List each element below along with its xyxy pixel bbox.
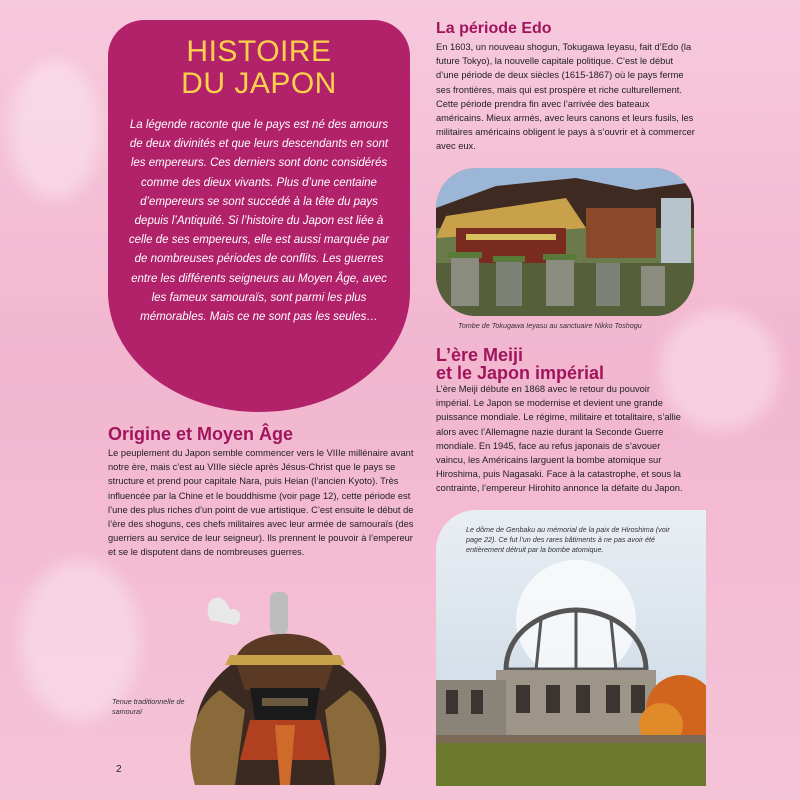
meiji-heading-line-2: et le Japon impérial <box>436 363 605 383</box>
edo-shrine-photo <box>436 168 694 316</box>
meiji-heading-line-1: L’ère Meiji <box>436 345 524 365</box>
genbaku-caption: Le dôme de Genbaku au mémorial de la paix de Hiroshima (voir page 22). Ce fut l’un des rares bâtiments à ne pas avoir été entièrement détruit par la bombe atomique. <box>466 525 670 554</box>
page-title <box>122 36 396 100</box>
blossom-decor <box>10 60 100 200</box>
title-line-1: HISTOIRE <box>186 35 332 68</box>
samurai-caption: Tenue traditionnelle de samouraï <box>112 697 185 716</box>
edo-text: En 1603, un nouveau shogun, Tokugawa Ieyasu, fait d’Edo (la future Tokyo), la nouvelle capitale politique. C’est le début d’une période de deux siècles (1615-1867) où le pays ferme ses frontières, mais qui est prospère et riche culturellement. Cette période prendra fin avec l’arrivée des bateaux américains. Mieux armés, avec leurs canons et leurs fusils, les militaires américains obligent le pays à s’ouvrir et à commercer avec eux. <box>436 42 695 152</box>
title-line-2: DU JAPON <box>181 67 337 100</box>
edo-photo-caption: Tombe de Tokugawa Ieyasu au sanctuaire Nikko Toshogu <box>458 321 642 330</box>
intro-lead: La légende raconte que le pays est né des amours de deux divinités et que leurs descendants en sont les empereurs. Ces derniers sont donc considérés comme des dieux vivants. Plus d’une centaine d’empereurs se sont succédé à la tête du pays depuis l’Antiquité. Si l’histoire du Japon est liée à celle de ses empereurs, elle est aussi marquée par de nombreuses périodes de conflits. Les guerres entre les différents seigneurs au Moyen Âge, avec les fameux samouraïs, sont parmi les plus mémorables. Mais ce ne sont pas les seules… <box>128 119 390 324</box>
origine-heading: Origine et Moyen Âge <box>108 424 294 444</box>
blossom-decor <box>20 560 140 720</box>
samurai-armor-photo <box>150 580 422 785</box>
page-number: 2 <box>116 764 122 775</box>
meiji-heading <box>436 346 604 382</box>
meiji-text: L’ère Meiji débute en 1868 avec le retour du pouvoir impérial. Le Japon se modernise et devient une grande puissance mondiale. Le régime, militaire et totalitaire, s’allie alors avec l’Allemagne nazie durant la Seconde Guerre mondiale. En 1945, face au refus japonais de s’avouer vaincu, les Américains larguent la bombe atomique sur Hiroshima, puis Nagasaki. Face à la catastrophe, et sous la contrainte, l’empereur Hirohito annonce la défaite du Japon. <box>436 384 683 494</box>
origine-text: Le peuplement du Japon semble commencer vers le VIIIe millénaire avant notre ère, mais c’est au VIIIe siècle après Jésus-Christ que le pays se structure et prend pour capitale Nara, puis Heian (l’ancien Kyoto). Très influencée par la Chine et le bouddhisme (voir page 12), cette période est l’une des plus riches d’un point de vue artistique. C’est ensuite le début de l’ère des shoguns, ces chefs militaires avec leur armée de samouraïs (des guerriers au service de leur seigneur). Ils prennent le pouvoir à l’empereur et se le disputent dans de nombreuses guerres. <box>108 448 414 558</box>
edo-heading: La période Edo <box>436 20 552 37</box>
intro-panel <box>108 20 410 412</box>
